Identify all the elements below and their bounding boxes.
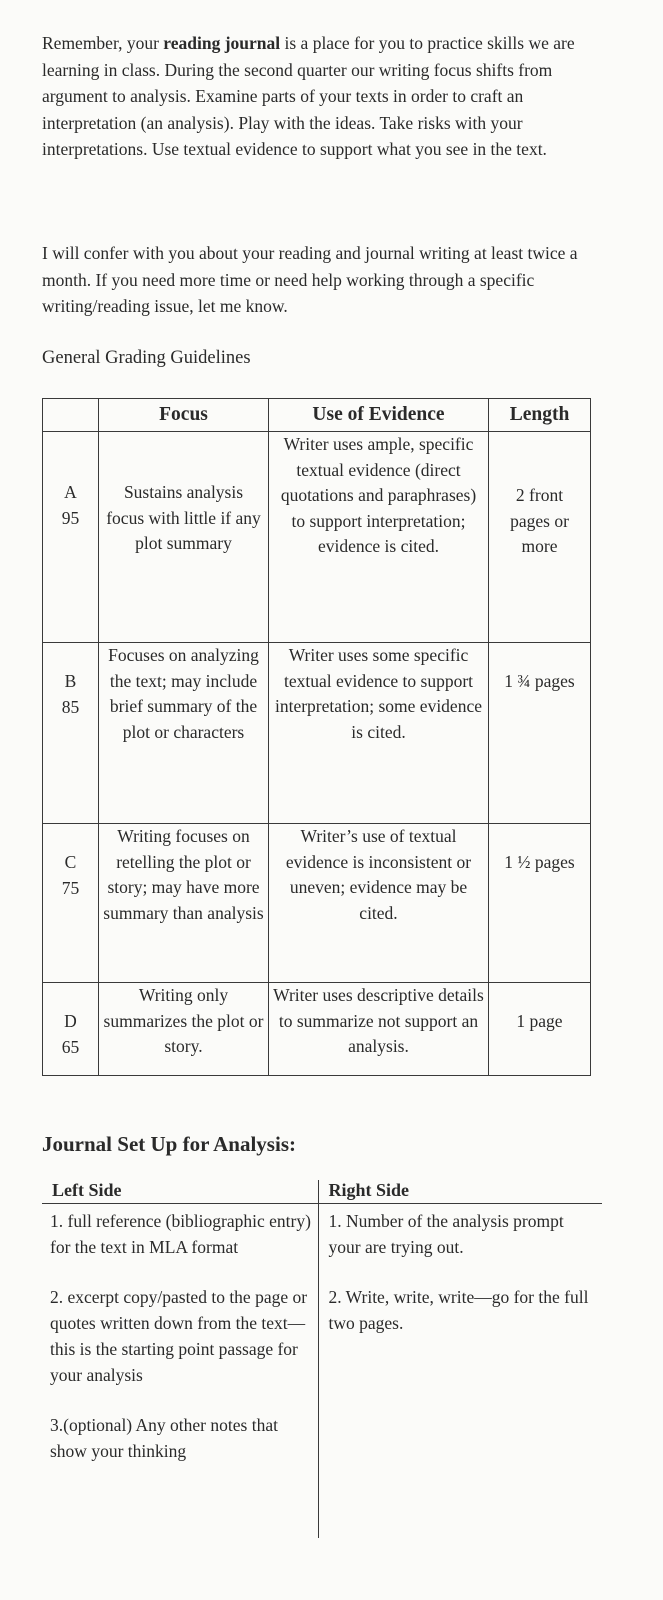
evidence-text: Writer uses some specific textual evidence to support interpretation; some evidence is cited. — [274, 645, 482, 742]
reading-journal-term: reading journal — [163, 33, 281, 53]
grade-score: 85 — [61, 696, 80, 717]
grade-cell — [43, 643, 99, 824]
focus-text: Focuses on analyzing the text; may include brief summary of the plot or characters — [108, 645, 259, 742]
grade-cell — [43, 983, 99, 1076]
length-cell — [489, 643, 591, 824]
length-cell — [489, 432, 591, 643]
evidence-text: Writer uses descriptive details to summarize not support an analysis. — [273, 985, 484, 1056]
table-row — [43, 824, 591, 983]
evidence-text: Writer uses ample, specific textual evidence (direct quotations and paraphrases) to support interpretation; evidence is cited. — [280, 434, 477, 556]
grading-heading: General Grading Guidelines — [42, 348, 251, 368]
focus-cell — [99, 983, 269, 1076]
focus-text: Writing focuses on retelling the plot or story; may have more summary than analysis — [103, 826, 264, 923]
list-item: 3.(optional) Any other notes that show your thinking — [50, 1415, 278, 1461]
header-length: Length — [489, 399, 591, 432]
grade-score: 65 — [61, 1036, 80, 1057]
focus-text: Sustains analysis focus with little if any plot summary — [106, 482, 261, 553]
grade-letter: B — [64, 671, 77, 691]
grade-letter: A — [64, 482, 77, 502]
intro-paragraph-1 — [42, 30, 617, 163]
evidence-cell — [269, 643, 489, 824]
length-text: 2 front pages or more — [510, 485, 569, 556]
focus-cell — [99, 824, 269, 983]
length-cell — [489, 983, 591, 1076]
header-blank — [43, 399, 99, 432]
grade-score: 75 — [61, 877, 80, 898]
left-side-header: Left Side — [42, 1180, 318, 1204]
length-text: 1 ½ pages — [504, 852, 575, 872]
grade-score: 95 — [61, 507, 80, 528]
grade-letter: C — [64, 852, 77, 872]
left-side-column — [42, 1204, 318, 1539]
header-evidence: Use of Evidence — [269, 399, 489, 432]
intro-paragraph-2 — [42, 240, 617, 320]
grading-header-row — [43, 399, 591, 432]
table-row — [43, 643, 591, 824]
list-item: 2. excerpt copy/pasted to the page or quotes written down from the text—this is the starting point passage for your analysis — [50, 1287, 308, 1385]
right-side-header: Right Side — [318, 1180, 602, 1204]
header-focus: Focus — [99, 399, 269, 432]
evidence-text: Writer’s use of textual evidence is inconsistent or uneven; evidence may be cited. — [285, 826, 472, 923]
focus-cell — [99, 643, 269, 824]
focus-cell — [99, 432, 269, 643]
length-cell — [489, 824, 591, 983]
grading-table — [42, 398, 591, 1076]
focus-text: Writing only summarizes the plot or story. — [103, 985, 264, 1056]
grade-cell — [43, 432, 99, 643]
journal-setup-table — [42, 1180, 602, 1538]
setup-title: Journal Set Up for Analysis: — [42, 1132, 296, 1156]
length-text: 1 ¾ pages — [504, 671, 575, 691]
setup-content-row — [42, 1204, 602, 1539]
intro-text-start: Remember, your — [42, 33, 164, 53]
list-item: 2. Write, write, write—go for the full two pages. — [328, 1287, 589, 1333]
right-side-column — [318, 1204, 602, 1539]
evidence-cell — [269, 432, 489, 643]
grade-letter: D — [64, 1011, 77, 1031]
list-item: 1. Number of the analysis prompt your are trying out. — [328, 1211, 564, 1257]
confer-text: I will confer with you about your reading and journal writing at least twice a month. If you need more time or need help working through a specific writing/reading issue, let me know. — [42, 243, 578, 316]
table-row — [43, 432, 591, 643]
grade-cell — [43, 824, 99, 983]
intro-text-rest: is a place for you to practice skills we are learning in class. During the second quarter our writing focus shifts from argument to analysis. Examine parts of your texts in order to craft an interpretation (an analysis). Play with the ideas. Take risks with your interpretations. Use textual evidence to support what you see in the text. — [42, 33, 575, 159]
length-text: 1 page — [516, 1011, 563, 1031]
list-item: 1. full reference (bibliographic entry) for the text in MLA format — [50, 1211, 311, 1257]
table-row — [43, 983, 591, 1076]
evidence-cell — [269, 983, 489, 1076]
setup-header-row — [42, 1180, 602, 1204]
evidence-cell — [269, 824, 489, 983]
